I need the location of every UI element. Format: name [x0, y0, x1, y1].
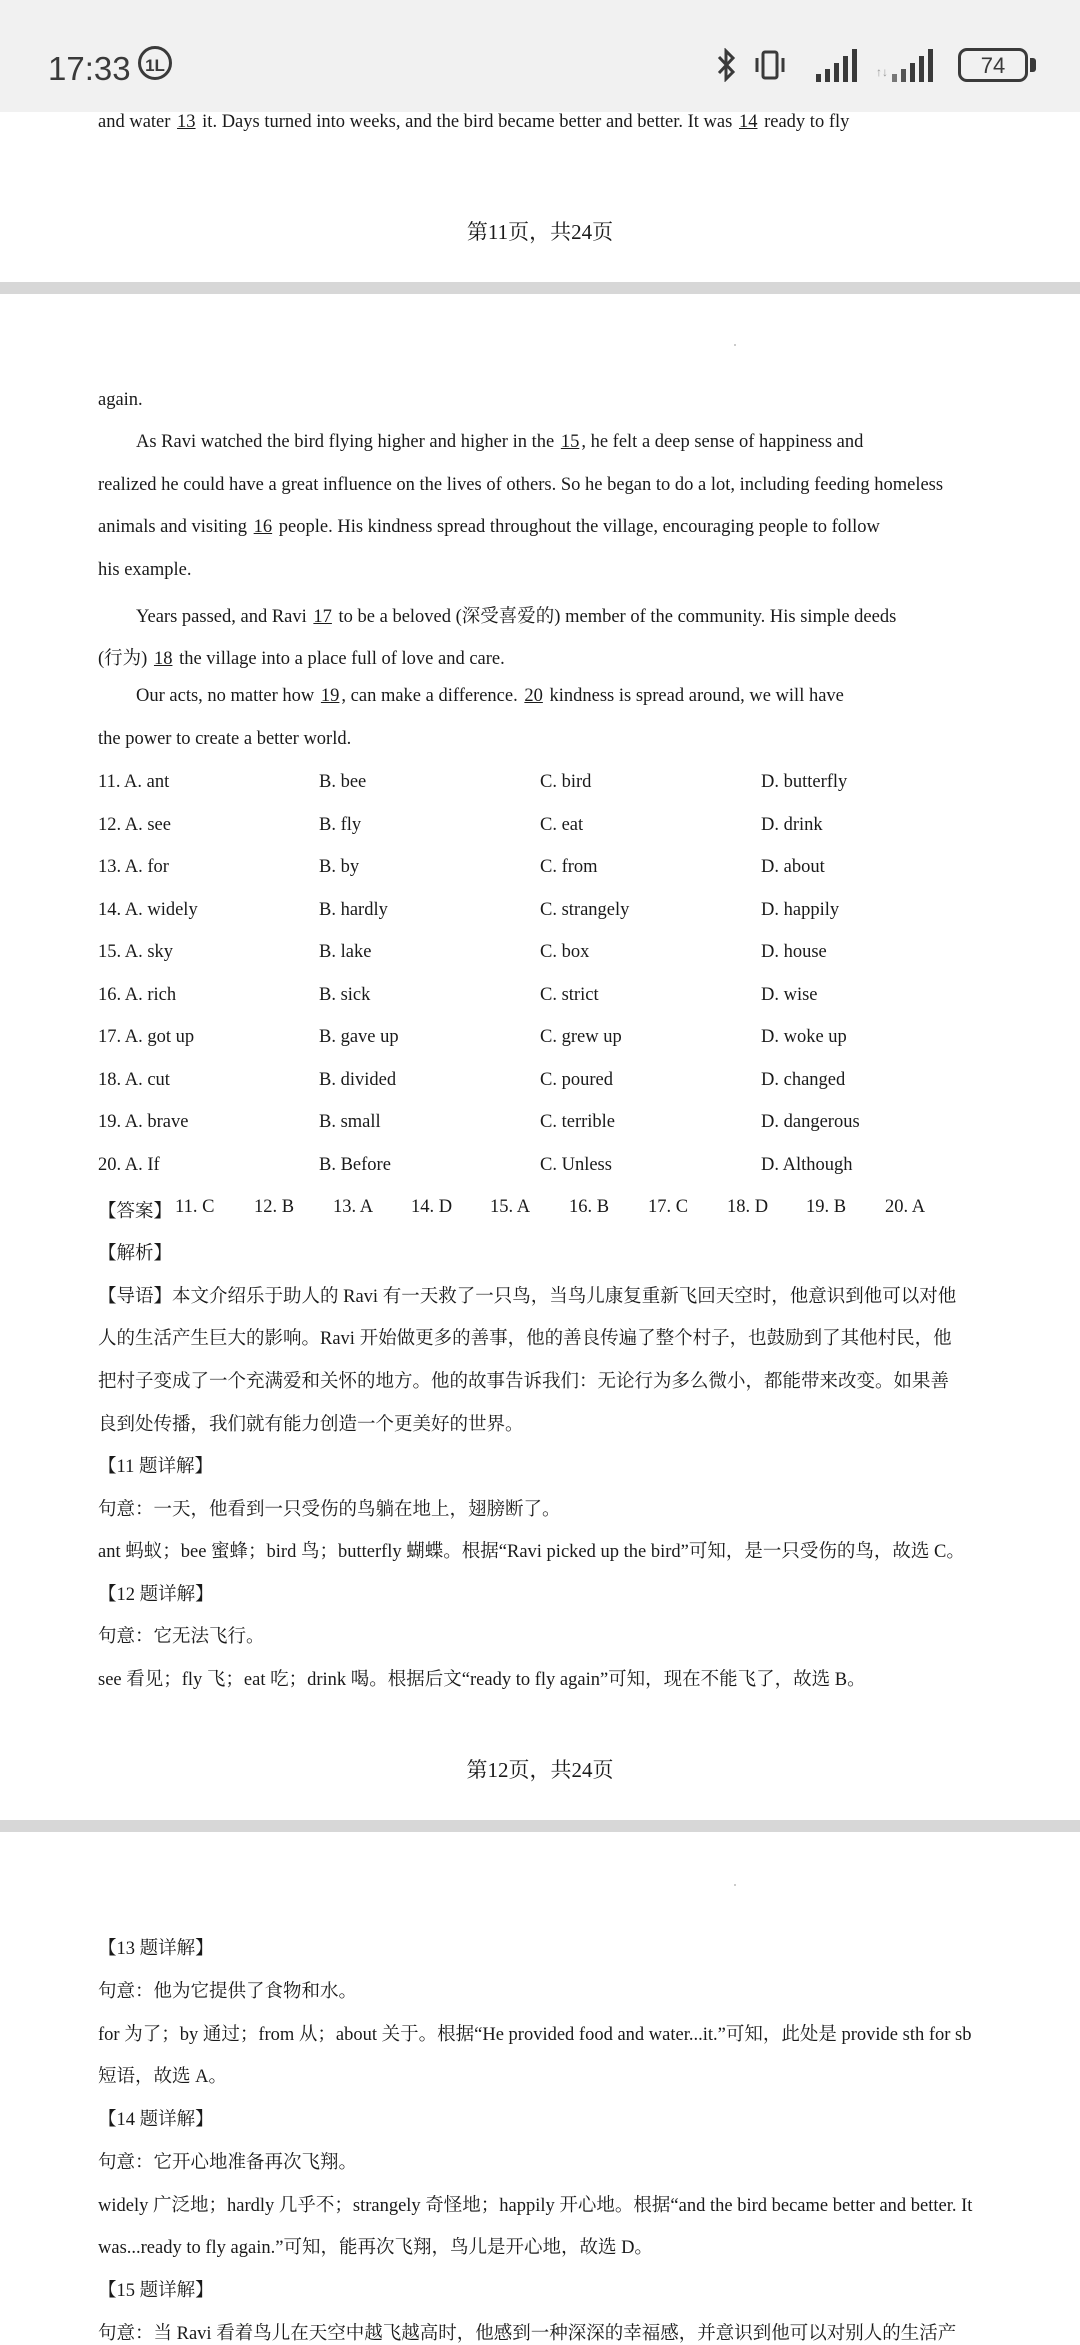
option-13-C: C. from: [540, 857, 598, 877]
answer-19: 19. B: [806, 1197, 847, 1217]
option-15-C: C. box: [540, 942, 590, 962]
option-12-C: C. eat: [540, 814, 584, 835]
option-11-C: C. bird: [540, 772, 592, 792]
option-20-B: B. Before: [319, 1154, 391, 1175]
page-divider: [0, 1820, 1080, 1832]
option-14-C: C. strangely: [540, 899, 630, 920]
option-18-A: 18. A. cut: [98, 1069, 170, 1090]
blank-14: 14: [738, 112, 758, 132]
analysis-line: 人的生活产生巨大的影响。Ravi 开始做更多的善事，他的善良传遍了整个村子，也鼓励到了其他村民，他: [98, 1329, 952, 1349]
blank-17: 17: [313, 607, 332, 627]
answer-20: 20. A: [885, 1197, 926, 1217]
analysis-line: 把村子变成了一个充满爱和关怀的地方。他的故事告诉我们：无论行为多么微小，都能带来改变。如果善: [98, 1372, 950, 1392]
text-line: Years passed, and Ravi 17 to be a beloved (深受喜爱的) member of the community. His simple deeds: [136, 607, 897, 627]
option-18-B: B. divided: [319, 1069, 397, 1090]
text-line: (行为) 18 the village into a place full of love and care.: [98, 649, 505, 669]
answer-label: 【答案】: [98, 1202, 173, 1222]
analysis-line: ant 蚂蚁；bee 蜜蜂；bird 鸟；butterfly 蝴蝶。根据“Ravi picked up the bird”可知，是一只受伤的鸟，故选 C。: [98, 1542, 965, 1562]
option-13-A: 13. A. for: [98, 857, 169, 877]
option-17-A: 17. A. got up: [98, 1027, 195, 1047]
battery-tip: [1030, 58, 1036, 72]
answer-16: 16. B: [569, 1197, 610, 1217]
text-line: realized he could have a great influence on the lives of others. So he began to do a lot, including feeding homeless: [98, 475, 944, 495]
option-16-C: C. strict: [540, 984, 599, 1005]
option-19-B: B. small: [319, 1112, 381, 1132]
answer-12: 12. B: [254, 1197, 295, 1217]
option-19-C: C. terrible: [540, 1112, 616, 1132]
analysis-line: 短语，故选 A。: [98, 2067, 227, 2087]
signal-strength-icon: [814, 46, 864, 84]
signal-strength-2-icon: [876, 46, 940, 84]
option-18-D: D. changed: [761, 1069, 846, 1090]
option-17-C: C. grew up: [540, 1027, 622, 1047]
status-bar: [0, 0, 1080, 112]
blank-20: 20: [524, 686, 543, 706]
battery-icon: 74: [958, 48, 1028, 82]
text-line: animals and visiting 16 people. His kindness spread throughout the village, encouraging people to follow: [98, 517, 880, 537]
option-11-A: 11. A. ant: [98, 772, 170, 792]
svg-text:↑↓: ↑↓: [876, 65, 888, 79]
blank-18: 18: [153, 649, 173, 669]
option-17-B: B. gave up: [319, 1027, 399, 1047]
option-14-A: 14. A. widely: [98, 899, 198, 920]
option-13-B: B. by: [319, 857, 360, 877]
analysis-line: 良到处传播，我们就有能力创造一个更美好的世界。: [98, 1415, 524, 1435]
option-12-A: 12. A. see: [98, 814, 171, 835]
analysis-line: 【14 题详解】: [98, 2110, 214, 2130]
analysis-line: 句意：它开心地准备再次飞翔。: [98, 2153, 358, 2173]
analysis-line: widely 广泛地；hardly 几乎不；strangely 奇怪地；happily 开心地。根据“and the bird became better and better. It: [98, 2196, 973, 2216]
blank-16: 16: [253, 517, 273, 537]
text-line: Our acts, no matter how 19 , can make a difference. 20 kindness is spread around, we will have: [136, 686, 844, 706]
page-dot: [734, 344, 736, 346]
answer-13: 13. A: [333, 1197, 374, 1217]
option-17-D: D. woke up: [761, 1027, 847, 1047]
analysis-line: was...ready to fly again.”可知，能再次飞翔，鸟儿是开心地，故选 D。: [98, 2238, 653, 2258]
page-number-11: 第11页，共24页: [466, 220, 614, 244]
answer-17: 17. C: [648, 1197, 689, 1217]
bluetooth-icon: [716, 48, 738, 82]
option-19-A: 19. A. brave: [98, 1112, 189, 1132]
option-13-D: D. about: [761, 857, 825, 877]
analysis-line: 【15 题详解】: [98, 2281, 214, 2301]
text-line: his example.: [98, 560, 192, 580]
analysis-line: 【11 题详解】: [98, 1457, 213, 1477]
analysis-line: 句意：他为它提供了食物和水。: [98, 1982, 358, 2002]
blank-13: 13: [177, 112, 196, 132]
answer-15: 15. A: [490, 1197, 531, 1217]
option-11-B: B. bee: [319, 772, 367, 792]
analysis-line: for 为了；by 通过；from 从；about 关于。根据“He provided food and water...it.”可知，此处是 provide sth for sb: [98, 2025, 972, 2045]
page-11-fragment: [0, 112, 1080, 280]
blank-15: 15: [560, 432, 580, 452]
answer-18: 18. D: [727, 1197, 769, 1217]
analysis-line: 【导语】本文介绍乐于助人的 Ravi 有一天救了一只鸟，当鸟儿康复重新飞回天空时，他意识到他可以对他: [98, 1287, 957, 1307]
option-12-D: D. drink: [761, 814, 823, 835]
option-20-D: D. Although: [761, 1154, 853, 1175]
answer-14: 14. D: [411, 1197, 453, 1217]
blank-19: 19: [320, 686, 340, 706]
analysis-line: 句意：当 Ravi 看着鸟儿在天空中越飞越高时，他感到一种深深的幸福感，并意识到他可以对别人的生活产: [98, 2324, 957, 2344]
option-15-B: B. lake: [319, 942, 372, 962]
text-line: and water 13 it. Days turned into weeks, and the bird became better and better. It was 14 ready to fly: [98, 112, 850, 132]
page-divider: [0, 282, 1080, 294]
analysis-line: 【13 题详解】: [98, 1939, 214, 1959]
option-20-C: C. Unless: [540, 1154, 612, 1175]
option-15-A: 15. A. sky: [98, 942, 174, 962]
option-14-B: B. hardly: [319, 899, 388, 920]
text-line: the power to create a better world.: [98, 729, 352, 749]
analysis-line: 句意：它无法飞行。: [98, 1627, 265, 1647]
option-11-D: D. butterfly: [761, 772, 848, 792]
analysis-line: 【12 题详解】: [98, 1585, 214, 1605]
clock: 17:33: [48, 50, 131, 87]
page-number-12: 第12页，共24页: [466, 1758, 614, 1782]
option-20-A: 20. A. If: [98, 1154, 160, 1175]
option-12-B: B. fly: [319, 814, 362, 835]
option-14-D: D. happily: [761, 899, 840, 920]
option-19-D: D. dangerous: [761, 1112, 860, 1132]
text-line: again.: [98, 390, 143, 410]
option-16-D: D. wise: [761, 984, 818, 1005]
analysis-line: 句意：一天，他看到一只受伤的鸟躺在地上，翅膀断了。: [98, 1500, 561, 1520]
option-16-A: 16. A. rich: [98, 984, 177, 1005]
text-line: As Ravi watched the bird flying higher and higher in the 15 , he felt a deep sense of happiness and: [136, 432, 864, 452]
hd-call-icon: 1L: [138, 46, 172, 80]
answer-11: 11. C: [175, 1197, 215, 1217]
option-15-D: D. house: [761, 942, 827, 962]
analysis-line: 【解析】: [98, 1244, 173, 1264]
analysis-line: see 看见；fly 飞；eat 吃；drink 喝。根据后文“ready to fly again”可知，现在不能飞了，故选 B。: [98, 1670, 866, 1690]
option-16-B: B. sick: [319, 984, 371, 1005]
option-18-C: C. poured: [540, 1069, 613, 1090]
page-13-fragment: [0, 1832, 1080, 2344]
page-12: [0, 294, 1080, 1820]
vibrate-icon: [752, 48, 788, 82]
page-dot: [734, 1884, 736, 1886]
